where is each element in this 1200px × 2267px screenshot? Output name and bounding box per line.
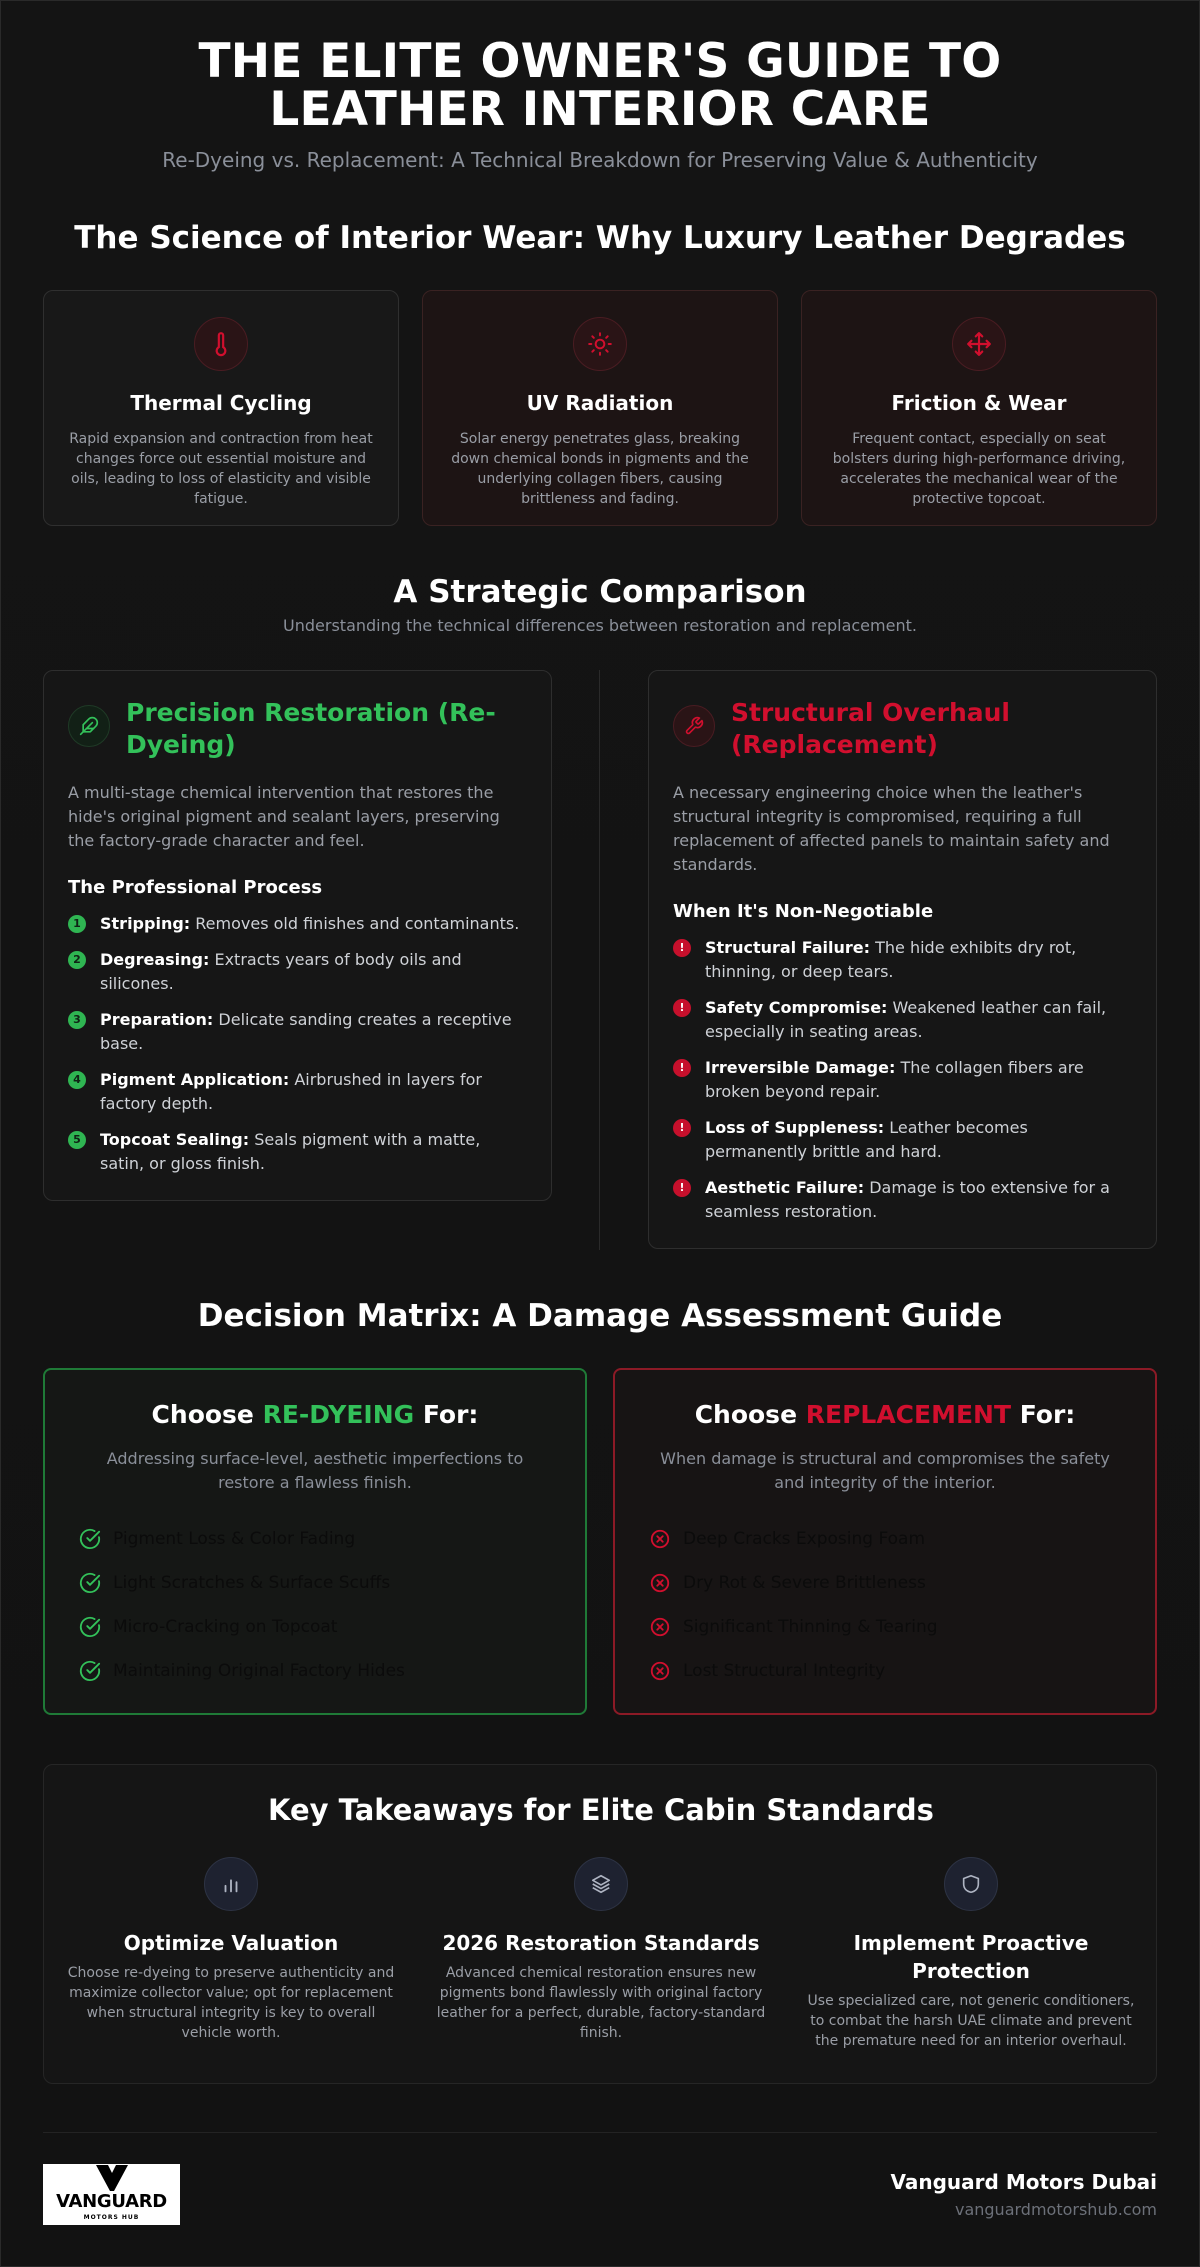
takeaway-item bbox=[801, 1857, 1141, 2051]
brand-url-link[interactable]: vanguardmotorshub.com bbox=[954, 2200, 1157, 2219]
logo-subtitle: MOTORS HUB bbox=[83, 2214, 140, 2221]
warning-label: Aesthetic Failure: bbox=[705, 1178, 865, 1197]
process-steps-list bbox=[68, 912, 527, 1176]
alert-icon: ! bbox=[673, 1119, 691, 1137]
warning-text: The hide exhibits dry rot, thinning, or deep tears. bbox=[705, 938, 1077, 981]
card-text: Rapid expansion and contraction from heat changes force out essential moisture and oils, leading to loss of elasticity and visible fatigue. bbox=[69, 431, 373, 507]
step-number-badge: 5 bbox=[68, 1131, 86, 1149]
replacement-card bbox=[648, 670, 1157, 1249]
shield-icon bbox=[944, 1857, 998, 1911]
warning-text: Damage is too extensive for a seamless restoration. bbox=[705, 1178, 1110, 1221]
page-title: THE ELITE OWNER'S GUIDE TO LEATHER INTERIOR CARE bbox=[198, 34, 1002, 137]
criteria-item bbox=[649, 1649, 1121, 1693]
x-circle-icon bbox=[649, 1572, 671, 1594]
thermal-cycling-card bbox=[43, 290, 399, 526]
card-title: UV Radiation bbox=[526, 391, 674, 415]
redye-criteria-list bbox=[79, 1517, 551, 1693]
title-suffix: For: bbox=[1011, 1400, 1076, 1429]
replace-criteria-list bbox=[649, 1517, 1121, 1693]
warning-text: Leather becomes permanently brittle and hard. bbox=[705, 1118, 1028, 1161]
takeaway-text: Use specialized care, not generic conditioners, to combat the harsh UAE climate and prevent the premature need for an interior overhaul. bbox=[807, 1993, 1135, 2049]
warning-text: Weakened leather can fail, especially in seating areas. bbox=[705, 998, 1107, 1041]
criteria-text: Micro-Cracking on Topcoat bbox=[113, 1617, 338, 1637]
non-negotiable-title: When It's Non-Negotiable bbox=[673, 901, 934, 922]
process-step bbox=[68, 1008, 527, 1056]
warning-label: Irreversible Damage: bbox=[705, 1058, 896, 1077]
step-number-badge: 1 bbox=[68, 915, 86, 933]
card-text: Frequent contact, especially on seat bolsters during high-performance driving, accelerates the mechanical wear of the protective topcoat. bbox=[832, 431, 1126, 507]
takeaway-title: 2026 Restoration Standards bbox=[442, 1931, 760, 1955]
warning-label: Loss of Suppleness: bbox=[705, 1118, 885, 1137]
step-number-badge: 2 bbox=[68, 951, 86, 969]
warning-item bbox=[673, 1056, 1132, 1104]
alert-icon: ! bbox=[673, 1059, 691, 1077]
alert-icon: ! bbox=[673, 1179, 691, 1197]
vanguard-logo bbox=[43, 2164, 180, 2225]
criteria-text: Significant Thinning & Tearing bbox=[683, 1617, 938, 1637]
takeaway-title: Implement Proactive Protection bbox=[853, 1931, 1089, 1983]
step-number-badge: 3 bbox=[68, 1011, 86, 1029]
restoration-card bbox=[43, 670, 552, 1201]
thermometer-icon bbox=[194, 317, 248, 371]
warning-label: Safety Compromise: bbox=[705, 998, 888, 1017]
x-circle-icon bbox=[649, 1616, 671, 1638]
replacement-title: Structural Overhaul (Replacement) bbox=[731, 698, 1010, 759]
step-text: Seals pigment with a matte, satin, or gloss finish. bbox=[100, 1130, 481, 1173]
process-title: The Professional Process bbox=[68, 877, 323, 898]
criteria-item bbox=[79, 1517, 551, 1561]
criteria-item bbox=[649, 1517, 1121, 1561]
step-text: Delicate sanding creates a receptive base. bbox=[100, 1010, 512, 1053]
x-circle-icon bbox=[649, 1528, 671, 1550]
title-prefix: Choose bbox=[694, 1400, 806, 1429]
criteria-item bbox=[79, 1605, 551, 1649]
bar-chart-icon bbox=[204, 1857, 258, 1911]
move-arrows-icon bbox=[952, 317, 1006, 371]
alert-icon: ! bbox=[673, 939, 691, 957]
friction-wear-card bbox=[801, 290, 1157, 526]
redye-matrix-title bbox=[79, 1400, 551, 1429]
card-title: Thermal Cycling bbox=[130, 391, 312, 415]
logo-emblem-icon bbox=[96, 2165, 128, 2191]
criteria-text: Dry Rot & Severe Brittleness bbox=[683, 1573, 926, 1593]
brand-name: Vanguard Motors Dubai bbox=[890, 2170, 1157, 2194]
takeaways-heading: Key Takeaways for Elite Cabin Standards bbox=[268, 1793, 934, 1827]
criteria-text: Pigment Loss & Color Fading bbox=[113, 1529, 356, 1549]
criteria-item bbox=[649, 1561, 1121, 1605]
criteria-text: Deep Cracks Exposing Foam bbox=[683, 1529, 926, 1549]
criteria-item bbox=[649, 1605, 1121, 1649]
criteria-text: Lost Structural Integrity bbox=[683, 1661, 886, 1681]
takeaway-text: Advanced chemical restoration ensures new pigments bond flawlessly with original factory leather for a perfect, durable, factory-standard finish. bbox=[436, 1965, 766, 2041]
non-negotiable-list bbox=[673, 936, 1132, 1224]
process-step bbox=[68, 1068, 527, 1116]
comparison-subheading: Understanding the technical differences between restoration and replacement. bbox=[283, 616, 917, 635]
check-circle-icon bbox=[79, 1616, 101, 1638]
warning-item bbox=[673, 996, 1132, 1044]
title-prefix: Choose bbox=[151, 1400, 263, 1429]
x-circle-icon bbox=[649, 1660, 671, 1682]
criteria-text: Light Scratches & Surface Scuffs bbox=[113, 1573, 391, 1593]
feather-icon bbox=[68, 705, 110, 747]
redye-matrix-description: Addressing surface-level, aesthetic imperfections to restore a flawless finish. bbox=[106, 1449, 524, 1492]
sun-icon bbox=[573, 317, 627, 371]
process-step bbox=[68, 948, 527, 996]
takeaway-item bbox=[431, 1857, 771, 2043]
comparison-heading: A Strategic Comparison bbox=[393, 574, 807, 610]
takeaway-item bbox=[61, 1857, 401, 2043]
science-heading: The Science of Interior Wear: Why Luxury Leather Degrades bbox=[74, 220, 1126, 256]
check-circle-icon bbox=[79, 1660, 101, 1682]
step-label: Topcoat Sealing: bbox=[100, 1130, 250, 1149]
step-number-badge: 4 bbox=[68, 1071, 86, 1089]
replace-matrix-description: When damage is structural and compromises the safety and integrity of the interior. bbox=[660, 1449, 1110, 1492]
warning-label: Structural Failure: bbox=[705, 938, 871, 957]
warning-item bbox=[673, 936, 1132, 984]
step-text: Removes old finishes and contaminants. bbox=[190, 914, 520, 933]
criteria-item bbox=[79, 1649, 551, 1693]
criteria-text: Maintaining Original Factory Hides bbox=[113, 1661, 405, 1681]
takeaway-title: Optimize Valuation bbox=[123, 1931, 339, 1955]
title-accent: RE-DYEING bbox=[262, 1400, 415, 1429]
layers-icon bbox=[574, 1857, 628, 1911]
title-suffix: For: bbox=[414, 1400, 479, 1429]
replace-matrix-card bbox=[613, 1368, 1157, 1715]
logo-wordmark: VANGUARD bbox=[56, 2191, 167, 2212]
warning-item bbox=[673, 1176, 1132, 1224]
takeaways-card bbox=[43, 1764, 1157, 2084]
step-text: Extracts years of body oils and silicones. bbox=[100, 950, 462, 993]
criteria-item bbox=[79, 1561, 551, 1605]
replacement-description: A necessary engineering choice when the leather's structural integrity is compromised, requiring a full replacement of affected panels to maintain safety and standards. bbox=[673, 783, 1110, 874]
card-text: Solar energy penetrates glass, breaking down chemical bonds in pigments and the underlying collagen fibers, causing brittleness and fading. bbox=[451, 431, 749, 507]
step-label: Preparation: bbox=[100, 1010, 214, 1029]
footer-divider bbox=[43, 2132, 1157, 2133]
restoration-title: Precision Restoration (Re-Dyeing) bbox=[126, 698, 496, 759]
takeaway-text: Choose re-dyeing to preserve authenticity and maximize collector value; opt for replacement when structural integrity is key to overall vehicle worth. bbox=[67, 1965, 395, 2041]
redye-matrix-card bbox=[43, 1368, 587, 1715]
warning-item bbox=[673, 1116, 1132, 1164]
step-label: Degreasing: bbox=[100, 950, 210, 969]
check-circle-icon bbox=[79, 1572, 101, 1594]
restoration-description: A multi-stage chemical intervention that restores the hide's original pigment and sealant layers, preserving the factory-grade character and feel. bbox=[68, 783, 500, 850]
step-label: Stripping: bbox=[100, 914, 191, 933]
replace-matrix-title bbox=[649, 1400, 1121, 1429]
title-accent: REPLACEMENT bbox=[805, 1400, 1012, 1429]
warning-text: The collagen fibers are broken beyond repair. bbox=[705, 1058, 1084, 1101]
comparison-divider bbox=[599, 670, 600, 1250]
card-title: Friction & Wear bbox=[891, 391, 1067, 415]
matrix-heading: Decision Matrix: A Damage Assessment Guide bbox=[197, 1298, 1003, 1334]
page-subtitle: Re-Dyeing vs. Replacement: A Technical Breakdown for Preserving Value & Authenticity bbox=[162, 148, 1038, 172]
check-circle-icon bbox=[79, 1528, 101, 1550]
step-label: Pigment Application: bbox=[100, 1070, 290, 1089]
uv-radiation-card bbox=[422, 290, 778, 526]
alert-icon: ! bbox=[673, 999, 691, 1017]
process-step bbox=[68, 1128, 527, 1176]
process-step bbox=[68, 912, 527, 936]
wrench-icon bbox=[673, 705, 715, 747]
step-text: Airbrushed in layers for factory depth. bbox=[100, 1070, 482, 1113]
